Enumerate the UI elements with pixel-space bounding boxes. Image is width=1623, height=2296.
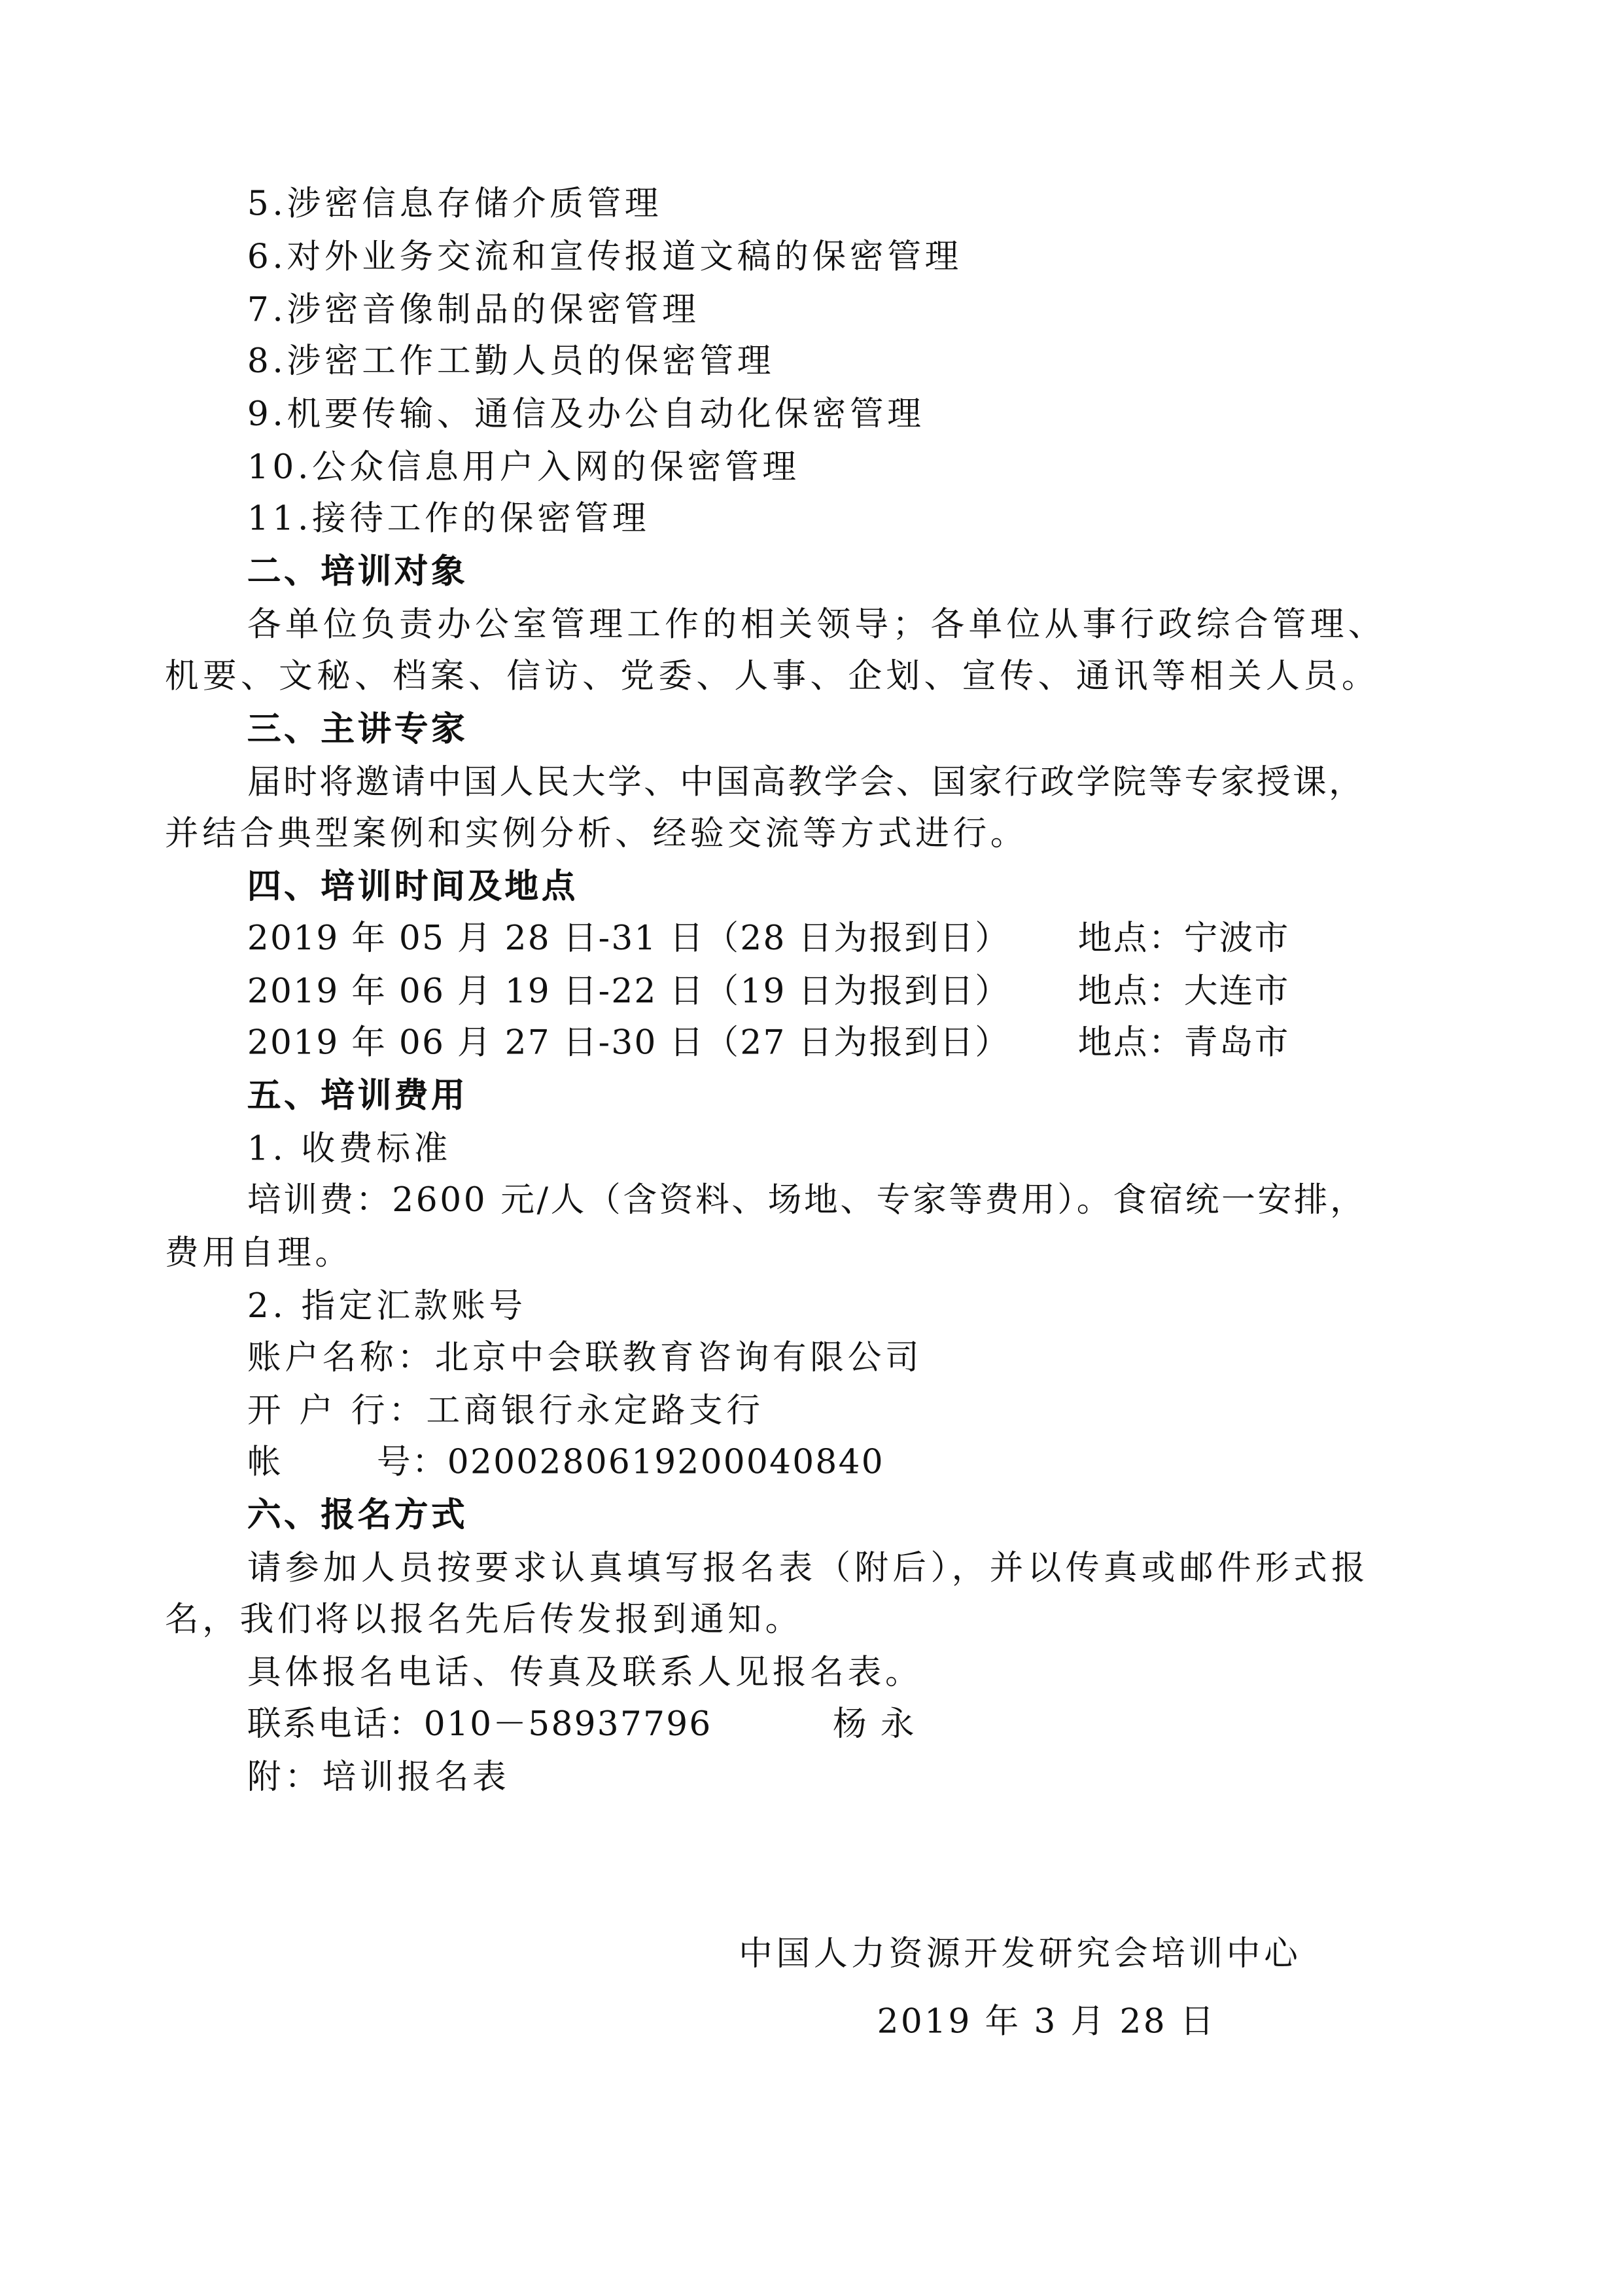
section-heading: 二、培训对象 bbox=[247, 553, 468, 592]
section-heading: 五、培训费用 bbox=[247, 1077, 468, 1116]
bank-label: 开 户 行： bbox=[247, 1392, 427, 1431]
location-label: 地点： bbox=[1077, 972, 1184, 1012]
bank-row bbox=[247, 1391, 764, 1432]
contact-row bbox=[247, 1704, 916, 1746]
paragraph-line: 届时将邀请中国人民大学、中国高教学会、国家行政学院等专家授课， bbox=[247, 764, 1365, 802]
paragraph-line: 机要、文秘、档案、信访、党委、人事、企划、宣传、通讯等相关人员。 bbox=[164, 658, 1380, 696]
list-item: 8.涉密工作工勤人员的保密管理 bbox=[247, 343, 775, 381]
list-item: 5.涉密信息存储介质管理 bbox=[247, 185, 663, 224]
paragraph-line: 费用自理。 bbox=[164, 1235, 353, 1273]
session-location: 大连市 bbox=[1183, 972, 1290, 1012]
session-location: 宁波市 bbox=[1183, 919, 1290, 959]
attachment-note: 附：培训报名表 bbox=[247, 1758, 510, 1797]
signature-date: 2019 年 3 月 28 日 bbox=[877, 2003, 1217, 2041]
session-location: 青岛市 bbox=[1183, 1024, 1290, 1063]
schedule-row bbox=[247, 919, 1290, 960]
section-heading: 三、主讲专家 bbox=[247, 711, 468, 749]
list-item: 11.接待工作的保密管理 bbox=[247, 500, 650, 539]
session-date: 2019 年 06 月 19 日-22 日（19 日为报到日） bbox=[247, 972, 1011, 1012]
section-heading: 四、培训时间及地点 bbox=[247, 868, 578, 907]
account-name-label: 账户名称： bbox=[247, 1339, 435, 1378]
subheading: 1. 收费标准 bbox=[247, 1130, 452, 1169]
location-label: 地点： bbox=[1077, 1024, 1184, 1063]
subheading: 2. 指定汇款账号 bbox=[247, 1288, 527, 1326]
paragraph-line: 具体报名电话、传真及联系人见报名表。 bbox=[247, 1654, 923, 1693]
list-item: 10.公众信息用户入网的保密管理 bbox=[247, 449, 800, 487]
location-label: 地点： bbox=[1077, 919, 1184, 959]
account-name-value: 北京中会联教育咨询有限公司 bbox=[434, 1339, 923, 1378]
contact-phone: 010－58937796 bbox=[423, 1705, 712, 1744]
paragraph-line: 培训费：2600 元/人（含资料、场地、专家等费用）。食宿统一安排， bbox=[247, 1182, 1367, 1220]
schedule-row bbox=[247, 1023, 1290, 1064]
contact-person: 杨 永 bbox=[833, 1705, 916, 1744]
contact-label: 联系电话： bbox=[247, 1705, 424, 1744]
account-name-row bbox=[247, 1338, 922, 1379]
session-date: 2019 年 06 月 27 日-30 日（27 日为报到日） bbox=[247, 1024, 1011, 1063]
session-date: 2019 年 05 月 28 日-31 日（28 日为报到日） bbox=[247, 919, 1011, 959]
paragraph-line: 并结合典型案例和实例分析、经验交流等方式进行。 bbox=[164, 815, 1028, 854]
paragraph-line: 请参加人员按要求认真填写报名表（附后），并以传真或邮件形式报 bbox=[247, 1549, 1369, 1588]
account-number-row bbox=[247, 1442, 884, 1483]
paragraph-line: 各单位负责办公室管理工作的相关领导；各单位从事行政综合管理、 bbox=[247, 606, 1386, 645]
section-heading: 六、报名方式 bbox=[247, 1496, 468, 1536]
account-number-value: 0200280619200040840 bbox=[447, 1443, 884, 1483]
paragraph-line: 名，我们将以报名先后传发报到通知。 bbox=[164, 1601, 803, 1640]
schedule-row bbox=[247, 972, 1290, 1013]
signature-org: 中国人力资源开发研究会培训中心 bbox=[739, 1935, 1302, 1974]
list-item: 6.对外业务交流和宣传报道文稿的保密管理 bbox=[247, 238, 962, 277]
list-item: 7.涉密音像制品的保密管理 bbox=[247, 291, 700, 330]
account-number-label: 帐 号： bbox=[247, 1443, 447, 1483]
bank-value: 工商银行永定路支行 bbox=[426, 1392, 764, 1431]
list-item: 9.机要传输、通信及办公自动化保密管理 bbox=[247, 396, 925, 434]
